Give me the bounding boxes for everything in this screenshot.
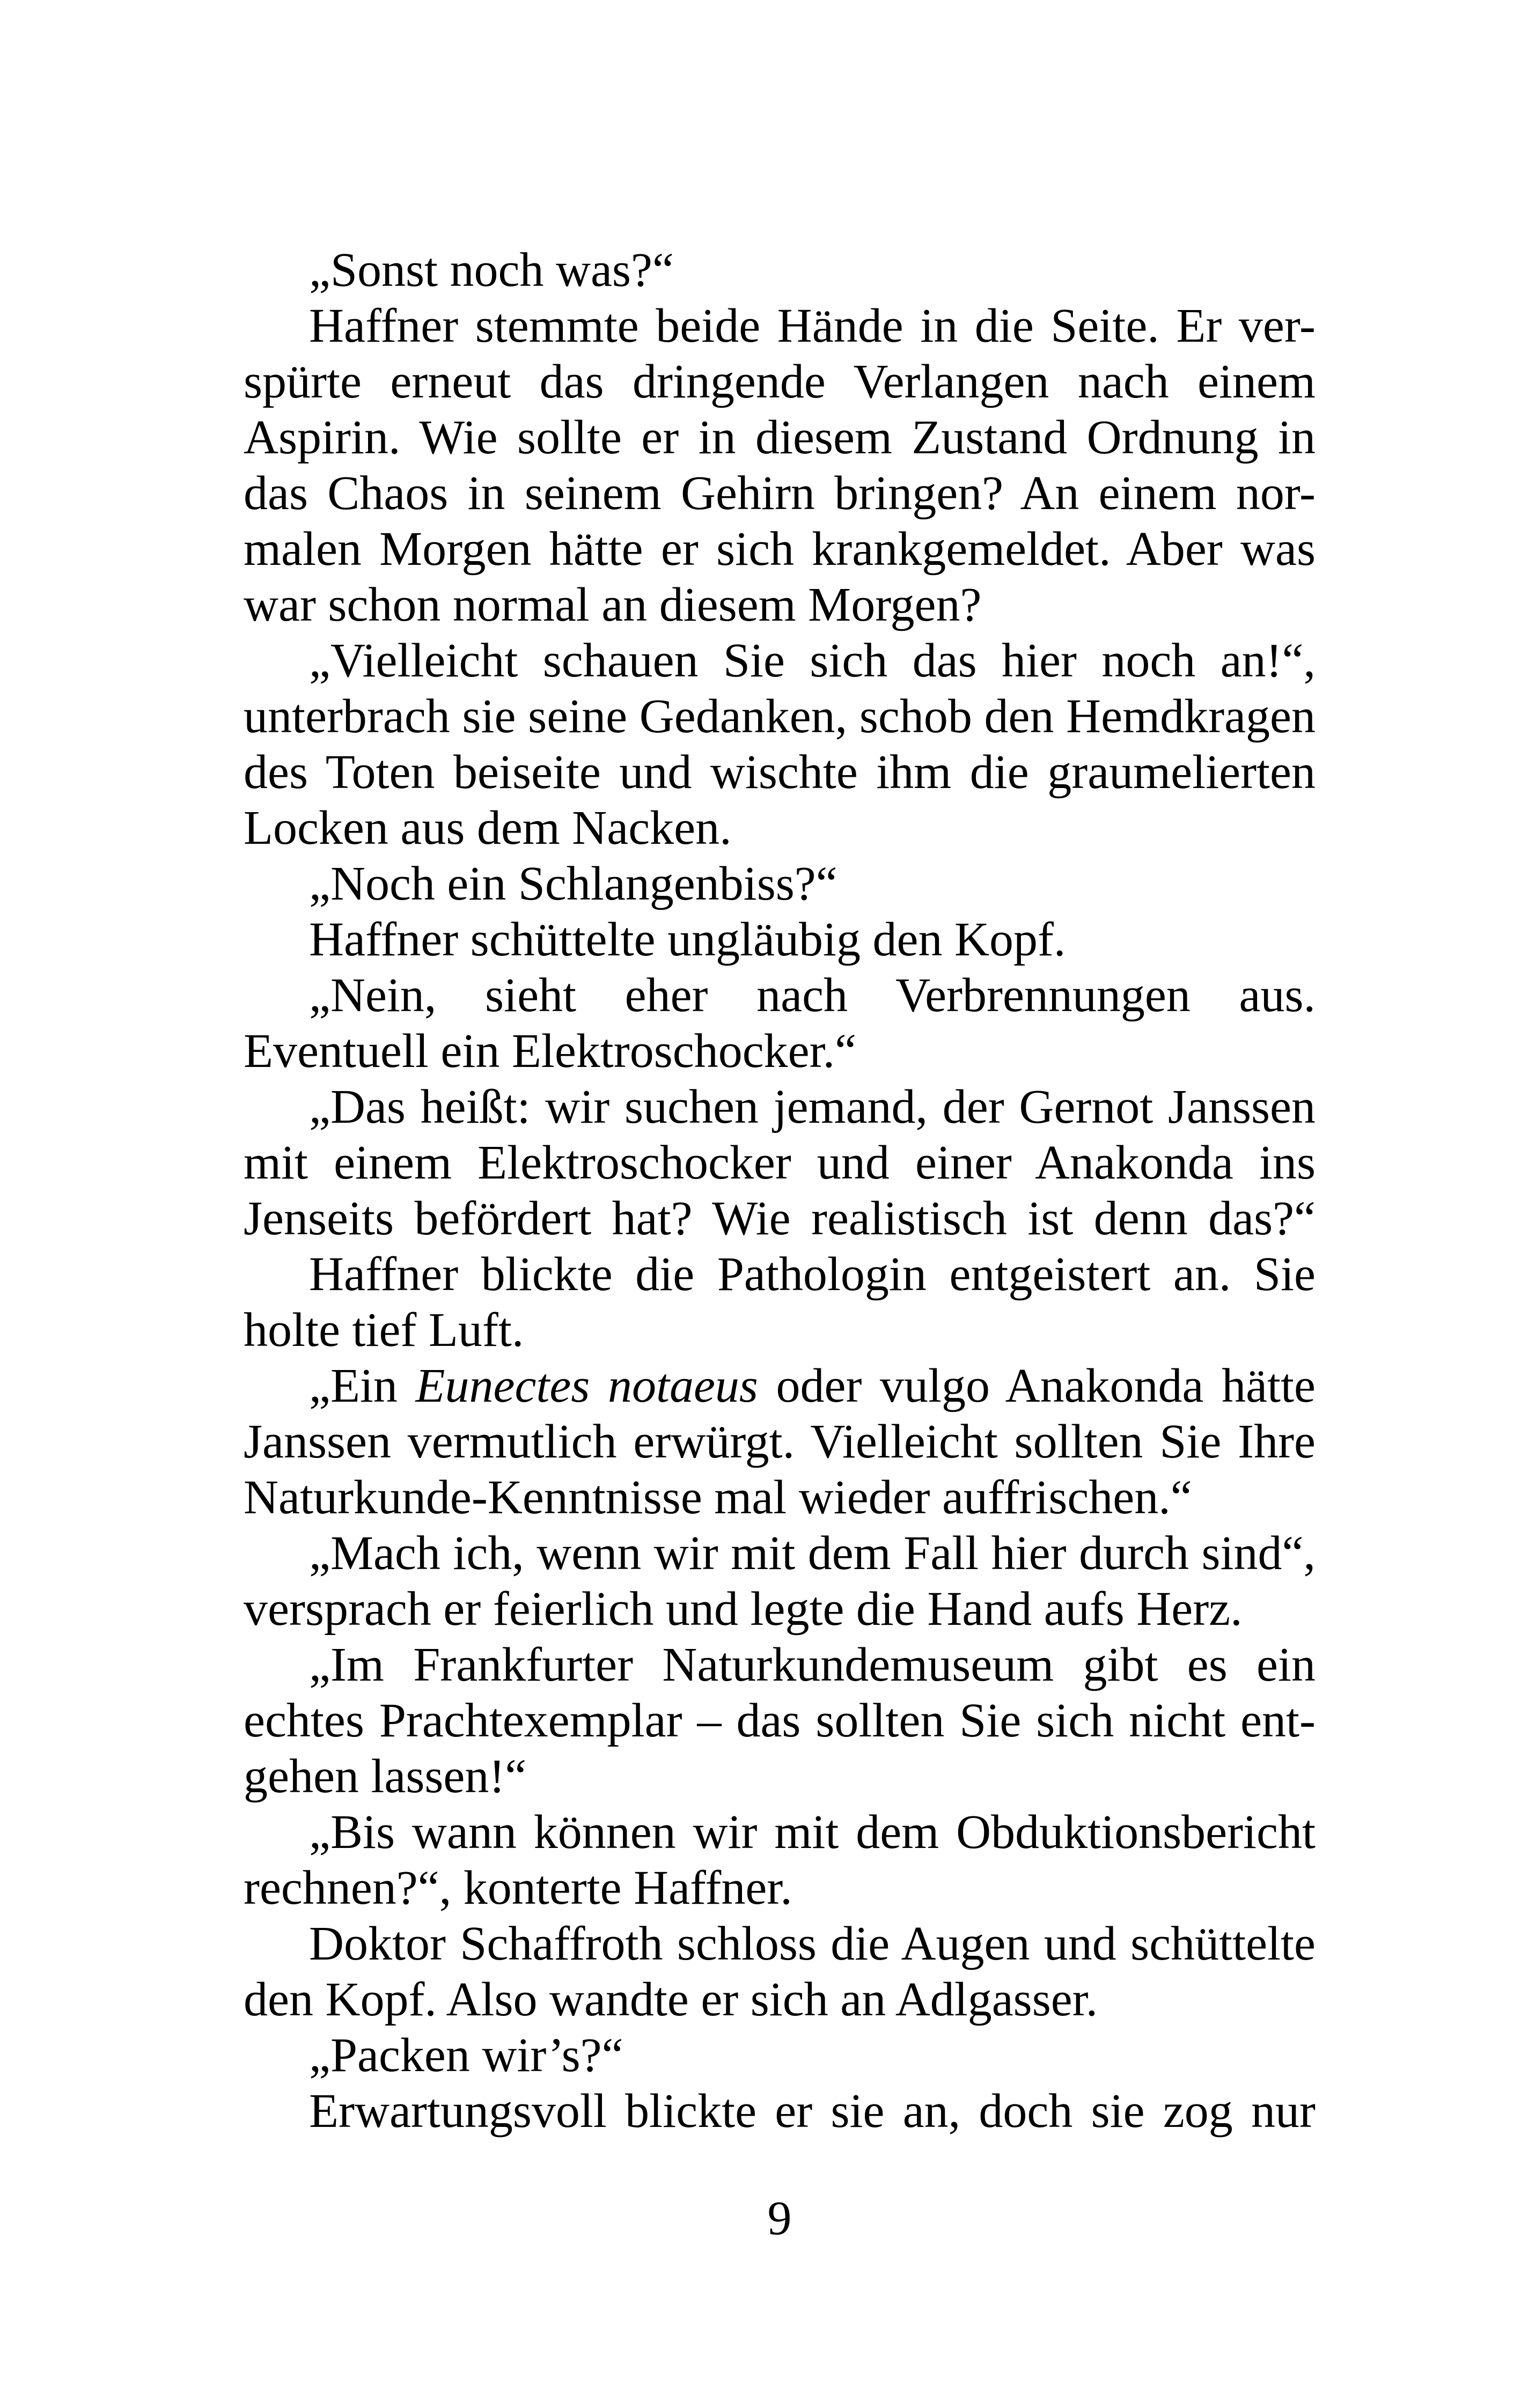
text-line: den Kopf. Also wandte er sich an Adlgasser.	[244, 1973, 1098, 2026]
text-line: versprach er feierlich und legte die Hand aufs Herz.	[244, 1582, 1243, 1636]
text-line: Erwartungsvoll blickte er sie an, doch sie zog nur	[309, 2085, 1316, 2138]
paragraph	[244, 1079, 1316, 1247]
text-segment: „Ein	[309, 1359, 416, 1412]
text-line: spürte erneut das dringende Verlangen nach einem	[244, 355, 1316, 408]
text-line: Doktor Schaffroth schloss die Augen und schüttelte	[309, 1917, 1316, 1970]
paragraph	[244, 242, 1316, 298]
text-line: des Toten beiseite und wischte ihm die graumelierten	[244, 746, 1316, 799]
text-line: „Vielleicht schauen Sie sich das hier noch an!“,	[309, 634, 1316, 687]
text-segment: oder vulgo Anakonda hätte	[758, 1359, 1316, 1412]
text-line: Haffner stemmte beide Hände in die Seite. Er ver-	[309, 299, 1316, 352]
paragraph	[244, 1637, 1316, 1805]
text-line: Janssen vermutlich erwürgt. Vielleicht sollten Sie Ihre	[244, 1415, 1316, 1468]
paragraph	[244, 633, 1316, 856]
text-line: echtes Prachtexemplar – das sollten Sie sich nicht ent-	[244, 1694, 1316, 1747]
text-line: rechnen?“, konterte Haffner.	[244, 1861, 792, 1914]
paragraph	[244, 912, 1316, 968]
paragraph	[244, 2083, 1316, 2139]
text-line: „Im Frankfurter Naturkundemuseum gibt es ein	[309, 1638, 1316, 1691]
paragraph	[244, 298, 1316, 633]
text-line: Haffner schüttelte ungläubig den Kopf.	[309, 913, 1066, 966]
paragraph	[244, 968, 1316, 1079]
page-number: 9	[767, 2192, 792, 2245]
text-line: Eventuell ein Elektroschocker.“	[244, 1025, 857, 1078]
text-line: Naturkunde-Kenntnisse mal wieder auffrischen.“	[244, 1471, 1192, 1524]
text-line: Aspirin. Wie sollte er in diesem Zustand Ordnung in	[244, 411, 1316, 464]
text-line: „Nein, sieht eher nach Verbrennungen aus.	[309, 969, 1316, 1022]
paragraph	[244, 1358, 1316, 1526]
paragraph	[244, 1916, 1316, 2028]
text-line: „Noch ein Schlangenbiss?“	[309, 857, 837, 910]
text-line: Locken aus dem Nacken.	[244, 801, 732, 855]
text-line: „Bis wann können wir mit dem Obduktionsbericht	[309, 1806, 1316, 1859]
text-line: „Packen wir’s?“	[309, 2029, 623, 2082]
page-body-text	[244, 242, 1316, 2139]
text-line: „Das heißt: wir suchen jemand, der Gernot Janssen	[309, 1080, 1316, 1133]
text-line: „Sonst noch was?“	[309, 244, 674, 297]
text-line: gehen lassen!“	[244, 1750, 527, 1803]
paragraph	[244, 2028, 1316, 2083]
paragraph	[244, 1526, 1316, 1637]
paragraph	[244, 856, 1316, 912]
text-line: mit einem Elektroschocker und einer Anakonda ins	[244, 1136, 1316, 1189]
paragraph	[244, 1247, 1316, 1358]
text-line	[309, 1358, 1316, 1414]
text-line: Haffner blickte die Pathologin entgeistert an. Sie	[309, 1248, 1316, 1301]
text-line: holte tief Luft.	[244, 1304, 524, 1357]
text-line: malen Morgen hätte er sich krankgemeldet. Aber was	[244, 522, 1316, 576]
italic-species-name: Eunectes notaeus	[415, 1359, 758, 1412]
paragraph	[244, 1805, 1316, 1916]
text-line: das Chaos in seinem Gehirn bringen? An einem nor-	[244, 467, 1316, 520]
text-line: unterbrach sie seine Gedanken, schob den Hemdkragen	[244, 690, 1316, 743]
text-line: war schon normal an diesem Morgen?	[244, 578, 982, 631]
text-line: Jenseits befördert hat? Wie realistisch ist denn das?“	[244, 1192, 1316, 1245]
text-line: „Mach ich, wenn wir mit dem Fall hier durch sind“,	[309, 1527, 1316, 1580]
